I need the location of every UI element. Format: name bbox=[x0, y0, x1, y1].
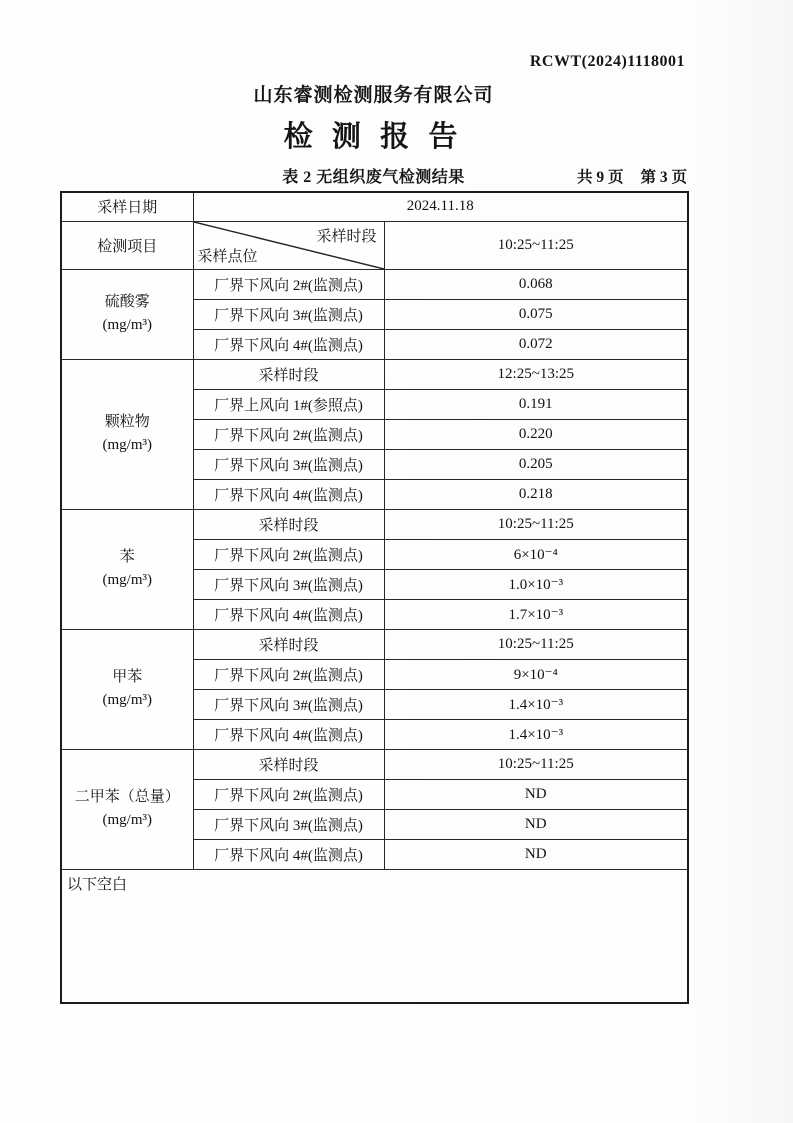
result-value-cell: ND bbox=[384, 779, 688, 809]
item-name: 甲苯 bbox=[112, 669, 143, 685]
sampling-point-cell: 厂界下风向 2#(监测点) bbox=[193, 779, 384, 809]
result-value-cell: 10:25~11:25 bbox=[384, 749, 688, 779]
report-number: RCWT(2024)1118001 bbox=[529, 53, 685, 70]
section-item-cell bbox=[61, 629, 193, 749]
sampling-point-cell: 厂界下风向 3#(监测点) bbox=[193, 449, 384, 479]
diagonal-header-cell bbox=[193, 221, 384, 269]
result-value-cell: 1.4×10⁻³ bbox=[384, 689, 688, 719]
sampling-point-cell: 厂界下风向 3#(监测点) bbox=[193, 299, 384, 329]
item-name: 二甲苯（总量） bbox=[74, 789, 180, 805]
sampling-point-cell: 采样时段 bbox=[193, 359, 384, 389]
sampling-point-cell: 厂界下风向 3#(监测点) bbox=[193, 689, 384, 719]
result-value-cell: 6×10⁻⁴ bbox=[384, 539, 688, 569]
sampling-point-cell: 厂界下风向 3#(监测点) bbox=[193, 809, 384, 839]
table-row bbox=[61, 221, 688, 269]
result-value-cell: ND bbox=[384, 839, 688, 869]
page-content bbox=[60, 0, 687, 1004]
result-value-cell: 0.068 bbox=[384, 269, 688, 299]
item-unit: (mg/m³) bbox=[102, 812, 152, 828]
result-value-cell: 0.220 bbox=[384, 419, 688, 449]
sampling-point-cell: 厂界上风向 1#(参照点) bbox=[193, 389, 384, 419]
pages-total: 共 9 页 bbox=[576, 169, 624, 186]
sampling-point-cell: 厂界下风向 4#(监测点) bbox=[193, 599, 384, 629]
item-name: 硫酸雾 bbox=[104, 294, 150, 310]
item-unit: (mg/m³) bbox=[102, 572, 152, 588]
result-value-cell: ND bbox=[384, 809, 688, 839]
table-row bbox=[61, 359, 688, 389]
result-value-cell: 1.0×10⁻³ bbox=[384, 569, 688, 599]
item-column-label: 检测项目 bbox=[61, 221, 193, 269]
result-value-cell: 0.075 bbox=[384, 299, 688, 329]
report-title: 检 测 报 告 bbox=[283, 121, 464, 153]
diagonal-bottom-label: 采样点位 bbox=[197, 248, 258, 265]
sampling-time-value: 10:25~11:25 bbox=[384, 221, 688, 269]
table-row bbox=[61, 749, 688, 779]
sampling-point-cell: 厂界下风向 2#(监测点) bbox=[193, 269, 384, 299]
table-row bbox=[61, 869, 688, 1003]
section-item-cell bbox=[61, 269, 193, 359]
result-value-cell: 0.072 bbox=[384, 329, 688, 359]
result-value-cell: 0.205 bbox=[384, 449, 688, 479]
sampling-point-cell: 厂界下风向 4#(监测点) bbox=[193, 839, 384, 869]
sampling-point-cell: 厂界下风向 2#(监测点) bbox=[193, 419, 384, 449]
table-row bbox=[61, 269, 688, 299]
result-value-cell: 9×10⁻⁴ bbox=[384, 659, 688, 689]
below-blank-note: 以下空白 bbox=[61, 869, 688, 1003]
table-row bbox=[61, 192, 688, 221]
sampling-point-cell: 厂界下风向 2#(监测点) bbox=[193, 539, 384, 569]
sampling-point-cell: 采样时段 bbox=[193, 629, 384, 659]
item-name: 颗粒物 bbox=[104, 414, 150, 430]
results-table bbox=[60, 191, 689, 1004]
table-caption: 表 2 无组织废气检测结果 bbox=[282, 169, 465, 186]
caption-row bbox=[60, 164, 687, 186]
sampling-point-cell: 厂界下风向 2#(监测点) bbox=[193, 659, 384, 689]
result-value-cell: 1.7×10⁻³ bbox=[384, 599, 688, 629]
item-name: 苯 bbox=[119, 549, 135, 565]
page-indicator bbox=[577, 165, 687, 187]
item-unit: (mg/m³) bbox=[102, 437, 152, 453]
result-value-cell: 10:25~11:25 bbox=[384, 509, 688, 539]
result-value-cell: 0.191 bbox=[384, 389, 688, 419]
sampling-point-cell: 厂界下风向 4#(监测点) bbox=[193, 329, 384, 359]
result-value-cell: 10:25~11:25 bbox=[384, 629, 688, 659]
sampling-date-value: 2024.11.18 bbox=[193, 192, 688, 221]
section-item-cell bbox=[61, 749, 193, 869]
item-unit: (mg/m³) bbox=[102, 317, 152, 333]
result-value-cell: 0.218 bbox=[384, 479, 688, 509]
item-unit: (mg/m³) bbox=[102, 692, 152, 708]
sampling-point-cell: 厂界下风向 4#(监测点) bbox=[193, 479, 384, 509]
sampling-point-cell: 采样时段 bbox=[193, 749, 384, 779]
sampling-point-cell: 厂界下风向 4#(监测点) bbox=[193, 719, 384, 749]
sampling-point-cell: 厂界下风向 3#(监测点) bbox=[193, 569, 384, 599]
page-current: 第 3 页 bbox=[640, 169, 687, 186]
section-item-cell bbox=[61, 509, 193, 629]
result-value-cell: 1.4×10⁻³ bbox=[384, 719, 688, 749]
table-row bbox=[61, 509, 688, 539]
diagonal-header-inner bbox=[194, 222, 384, 269]
section-item-cell bbox=[61, 359, 193, 509]
table-row bbox=[61, 629, 688, 659]
diagonal-top-label: 采样时段 bbox=[316, 228, 377, 245]
sampling-date-label: 采样日期 bbox=[61, 192, 193, 221]
result-value-cell: 12:25~13:25 bbox=[384, 359, 688, 389]
sampling-point-cell: 采样时段 bbox=[193, 509, 384, 539]
company-name: 山东睿测检测服务有限公司 bbox=[253, 85, 494, 106]
